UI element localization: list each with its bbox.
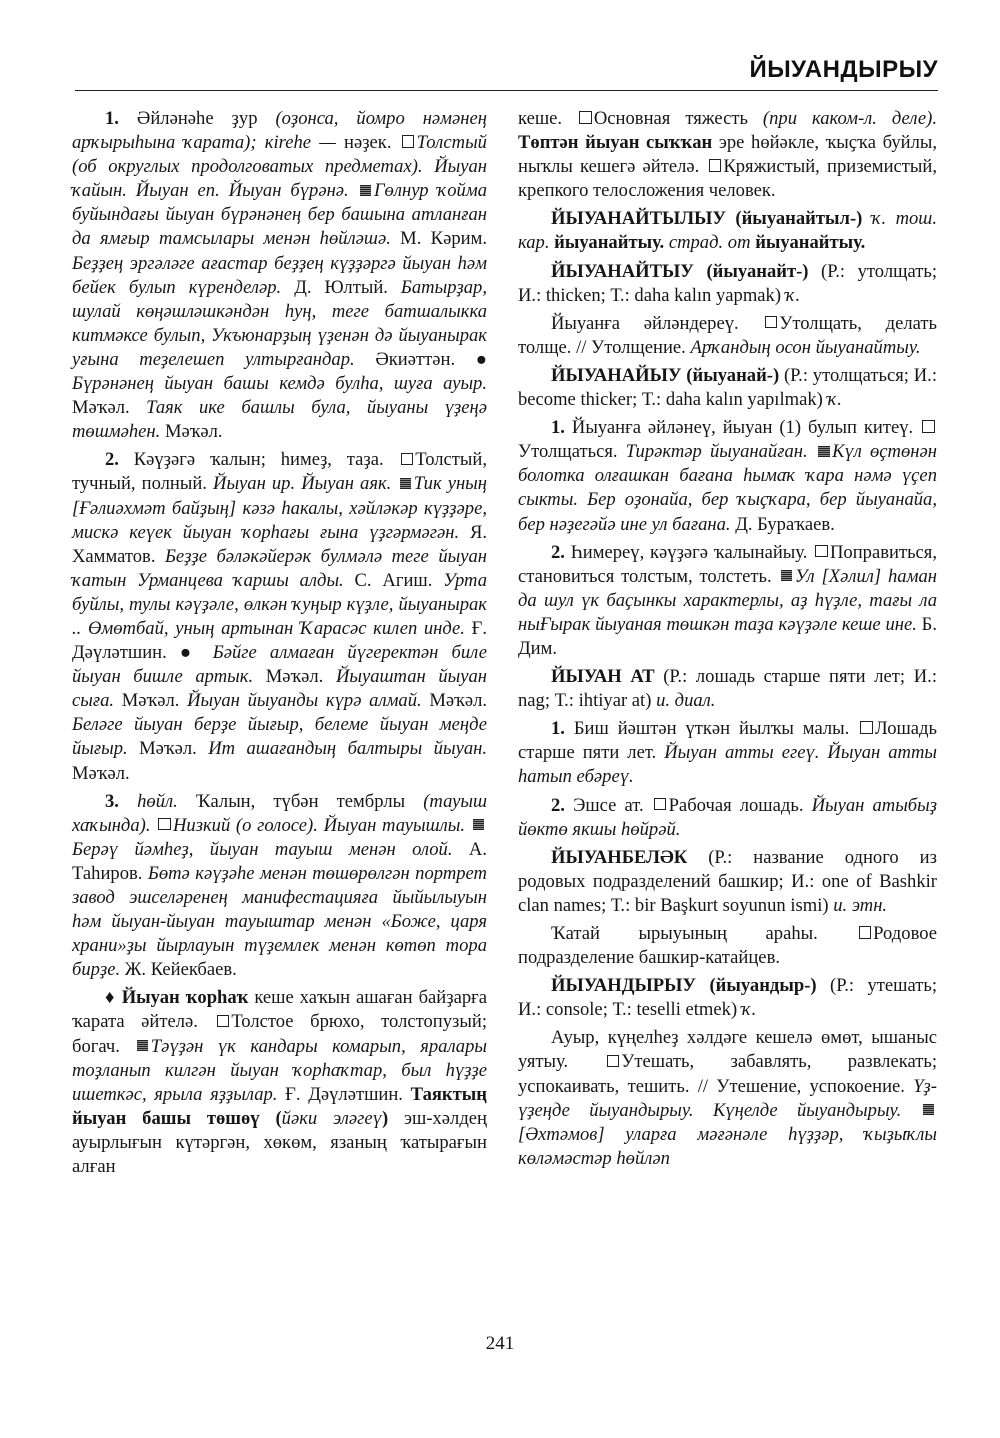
example-square-icon [400, 478, 411, 489]
entry-yyuanbelak-def: Ҡатай ырыуының араһы. Родовое подразделение башкир-катайцев. [518, 923, 937, 969]
header-word: ЙЫУАНДЫРЫУ [749, 56, 938, 83]
entry-yyuanaytyu-def: Йыуанға әйләндереү. Утолщать, делать толще. // Утолщение. Арҡандың осон йыуанайтыу. [518, 312, 937, 358]
entry-yyuanayyu-head: ЙЫУАНАЙЫУ (йыуанай-) (Р.: утолщаться; И.: become thicker; Т.: daha kalın yapılmak) ҡ. [518, 364, 937, 411]
translation-box-icon [607, 1055, 619, 1067]
entry-yyuan-sense-2: 2. Кәүҙәгә ҡалын; һимеҙ, таҙа. Толстый, тучный, полный. Йыуан ир. Йыуан аяк. Тик уның [Ғәлиәхмәт байҙың] кәзә һакалы, хәйләкәр күҙҙәре, мискә кеүек йыуан ҡорһағы ғына үҙгәрмәгән. Я. Хамматов. Беҙҙе бәләкәйерәк булмәлә теге йыуан ҡатын Урманцева ҡаршы алды. С. Агиш. Урта буйлы, тулы кәүҙәле, өлкән ҡуңыр күҙле, йыуанырак .. Өмөтбай, уның артынан Ҡарасәс килеп инде. Ғ. Дәүләтшин. ● Бәйге алмаған йүгеректән биле йыуан бишле артык. Мәҡәл. Йыуаштан йыуан сыға. Мәҡәл. Йыуан йыуанды күрә алмай. Мәҡәл. Беләге йыуан берҙе йығыр, белеме йыуан меңде йығыр. Мәҡәл. Ит ашағандың балтыры йыуан. Мәҡәл. [72, 449, 487, 784]
example-square-icon [818, 446, 829, 457]
proverb-bullet-icon: ● [475, 348, 487, 370]
entry-yyuanaytylyu: ЙЫУАНАЙТЫЛЫУ (йыуанайтыл-) ҡ. тош. кар. йыуанайтыу. страд. от йыуанайтыу. [518, 208, 937, 254]
entry-yyuanayyu-sense-1: 1. Йыуанға әйләнеү, йыуан (1) булып китеү. Утолщаться. Тирәктәр йыуанайған. Күл өҫтөнән болотка олғашкан бағана һымаҡ ҡара нәмә үҫеп сыкты. Бер оҙонайа, бер ҡыҫҡара, бер йыуанайа, бер нәҙегәйә ине ул бағана. Д. Бураҡаев. [518, 417, 937, 535]
translation-box-icon [859, 926, 871, 938]
translation-box-icon [860, 721, 872, 733]
entry-yyuandyryu-head: ЙЫУАНДЫРЫУ (йыуандыр-) (Р.: утешать; И.: console; Т.: teselli etmek) ҡ. [518, 975, 937, 1021]
translation-box-icon [402, 135, 414, 147]
running-header [75, 50, 938, 91]
entry-yyuanaytyu-head: ЙЫУАНАЙТЫУ (йыуанайт-) (Р.: утолщать; И.: thicken; Т.: daha kalın yapmak) ҡ. [518, 260, 937, 306]
entry-yyuan-at-sense-1: 1. Биш йәштән үткән йылҡы малы. Лошадь старше пяти лет. Йыуан атты егеү. Йыуан атты һатып ебәреү. [518, 718, 938, 788]
example-square-icon [923, 1104, 934, 1115]
right-column [518, 107, 937, 1171]
entry-yyuan-at-head: ЙЫУАН АТ (Р.: лошадь старше пяти лет; И.: nag; Т.: ihtiyar at) и. диал. [518, 666, 937, 712]
entry-yyuanbelak-head: ЙЫУАНБЕЛӘК (Р.: название одного из родовых подразделений башкир; И.: one of Bashkir clan names; Т.: bir Başkurt soyunun ismi) и. этн. [518, 846, 937, 916]
translation-box-icon [401, 453, 413, 465]
entry-yyuandyryu-def: Ауыр, күңелһеҙ хәлдәге кешелә өмөт, ышаныс уятыу. Утешать, забавлять, развлекать; успокаивать, тешить. // Утешение, успокоение. Үҙ-үҙеңде йыуандырыу. Күңелде йыуандырыу. [Әхтәмов] уларға мәғәнәле һүҙҙәр, ҡыҙыҡлы көләмәстәр һөйләп [518, 1027, 937, 1169]
proverb-bullet-icon: ● [179, 642, 213, 664]
translation-box-icon [922, 420, 934, 432]
left-column [72, 107, 487, 1179]
example-square-icon [473, 819, 484, 830]
page-number: 241 [485, 1333, 515, 1354]
translation-box-icon [158, 818, 170, 830]
translation-box-icon [709, 159, 721, 171]
example-square-icon [137, 1040, 148, 1051]
translation-box-icon [815, 545, 827, 557]
translation-box-icon [654, 798, 666, 810]
idiom-yyuan-korhak: ♦ Йыуан ҡорһаҡ кеше хаҡын ашаған байҙарға ҡарата әйтелә. Толстое брюхо, толстопузый; богач. Тәүҙән үк кандары комарып, яралары тоҙланып килгән йыуан ҡорһаҡтар, был һүҙҙе ишеткәс, ярыла яҙҙылар. Ғ. Дәүләтшин. Таяктың йыуан башы төшөү (йәки эләгеү) эш-хәлдең ауырлығын күтәргән, хөкөм, язаның ҡатырағын алған [72, 987, 488, 1178]
idiom-continuation: кеше. Основная тяжесть (при каком-л. деле). Төптән йыуан сыҡҡан эре һөйәкле, ҡыҫҡа буйлы, ныҡлы кешегә әйтелә. Кряжистый, приземистый, крепкого телосложения человек. [518, 108, 937, 202]
entry-yyuan-at-sense-2: 2. Эшсе ат. Рабочая лошадь. Йыуан атыбыҙ йөктө якшы һөйрәй. [518, 794, 937, 840]
translation-box-icon [765, 316, 777, 328]
idiom-diamond-icon: ♦ [105, 987, 122, 1009]
example-square-icon [360, 185, 371, 196]
example-square-icon [781, 570, 792, 581]
translation-box-icon [217, 1015, 229, 1027]
entry-yyuan-sense-3: 3. һөйл. Ҡалын, түбән тембрлы (тауыш хаҡында). Низкий (о голосе). Йыуан тауышлы. Берәү йәмһеҙ, йыуан тауыш менән олой. А. Таһиров. Бөтә кәүҙәһе менән төшөрөлгән портрет завод эшселәренең манифестацияға йыйылыуын һәм йыуан-йыуан тауыштар менән «Боже, царя храни»ҙы йырлауын түҙемлек менән көтөп тора бирҙе. Ж. Кейекбаев. [72, 790, 488, 981]
entry-yyuan-sense-1: 1. Әйләнәһе ҙур (оҙонса, йомро нәмәнең арҡырыһына ҡарата); кireһе — нәҙек. Толстый (об округлых продолговатых предметах). Йыуан ҡайын. Йыуан еп. Йыуан бүрәнә. Гөлнур ҡойма буйындағы йыуан бүрәнәнең бер башына атланған да ямғыр тамсылары менән һөйләшә. М. Кәрим. Беҙҙең эргәләге ағастар беҙҙең күҙҙәргә йыуан һәм бейек булып күренделәр. Д. Юлтый. Батырҙар, шулай көңәшләшкәндән һуң, теге батшалыкка китмәксе булып, Укъюнарҙың үҙенән дә йыуанырак уғына теҙелешеп ултырғандар. Әкиәттән. ● Бүрәнәнең йыуан башы кемдә булһа, шуға ауыр. Мәҡәл. Таяк ике башлы була, йыуаны үҙеңә төшмәһен. Мәҡәл. [72, 108, 488, 443]
translation-box-icon [579, 111, 591, 123]
entry-yyuanayyu-sense-2: 2. Һимереү, кәүҙәгә ҡалынайыу. Поправиться, становиться толстым, толстеть. Ул [Хәлил] һаман да шул үк баҫынкы характерлы, аҙ һүҙле, тағы ла ныҒырак йыуаная төшкән таҙа кәүҙәле кеше ине. Б. Дим. [518, 541, 937, 659]
